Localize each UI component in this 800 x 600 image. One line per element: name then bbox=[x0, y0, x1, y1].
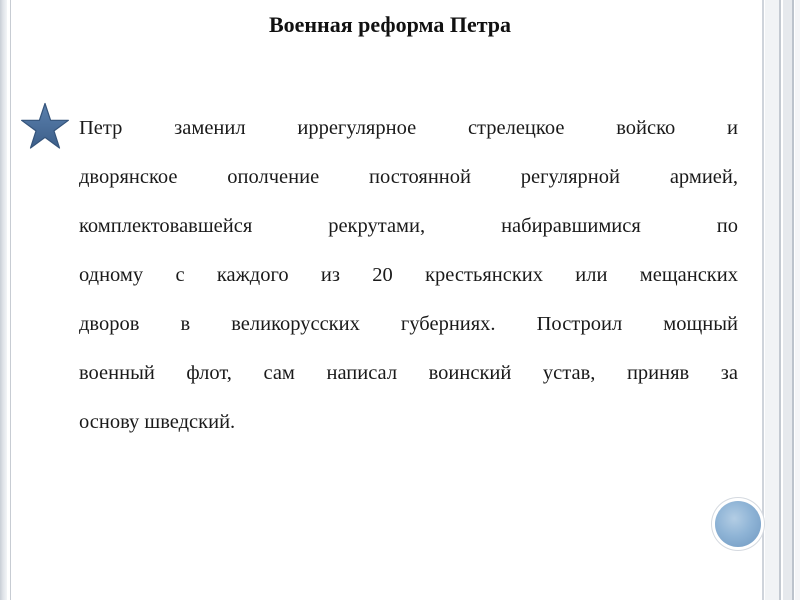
slide-title: Военная реформа Петра bbox=[268, 12, 512, 37]
right-frame-border bbox=[762, 0, 800, 600]
body-line: военный флот, сам написал воинский устав, приняв за bbox=[79, 362, 738, 384]
body-line: дворянское ополчение постоянной регулярной армией, bbox=[79, 166, 738, 188]
body-line: дворов в великорусских губерниях. Построил мощный bbox=[79, 313, 738, 335]
body-text bbox=[79, 108, 738, 451]
circle-ornament bbox=[715, 501, 761, 547]
body-line: Петр заменил иррегулярное стрелецкое войско и bbox=[79, 117, 738, 139]
left-frame-border bbox=[0, 0, 7, 600]
star-icon bbox=[20, 102, 70, 150]
body-line: основу шведский. bbox=[79, 411, 236, 433]
left-frame-line bbox=[10, 0, 11, 600]
body-line: одному с каждого из 20 крестьянских или мещанских bbox=[79, 264, 738, 286]
body-line: комплектовавшейся рекрутами, набиравшимися по bbox=[79, 215, 738, 237]
